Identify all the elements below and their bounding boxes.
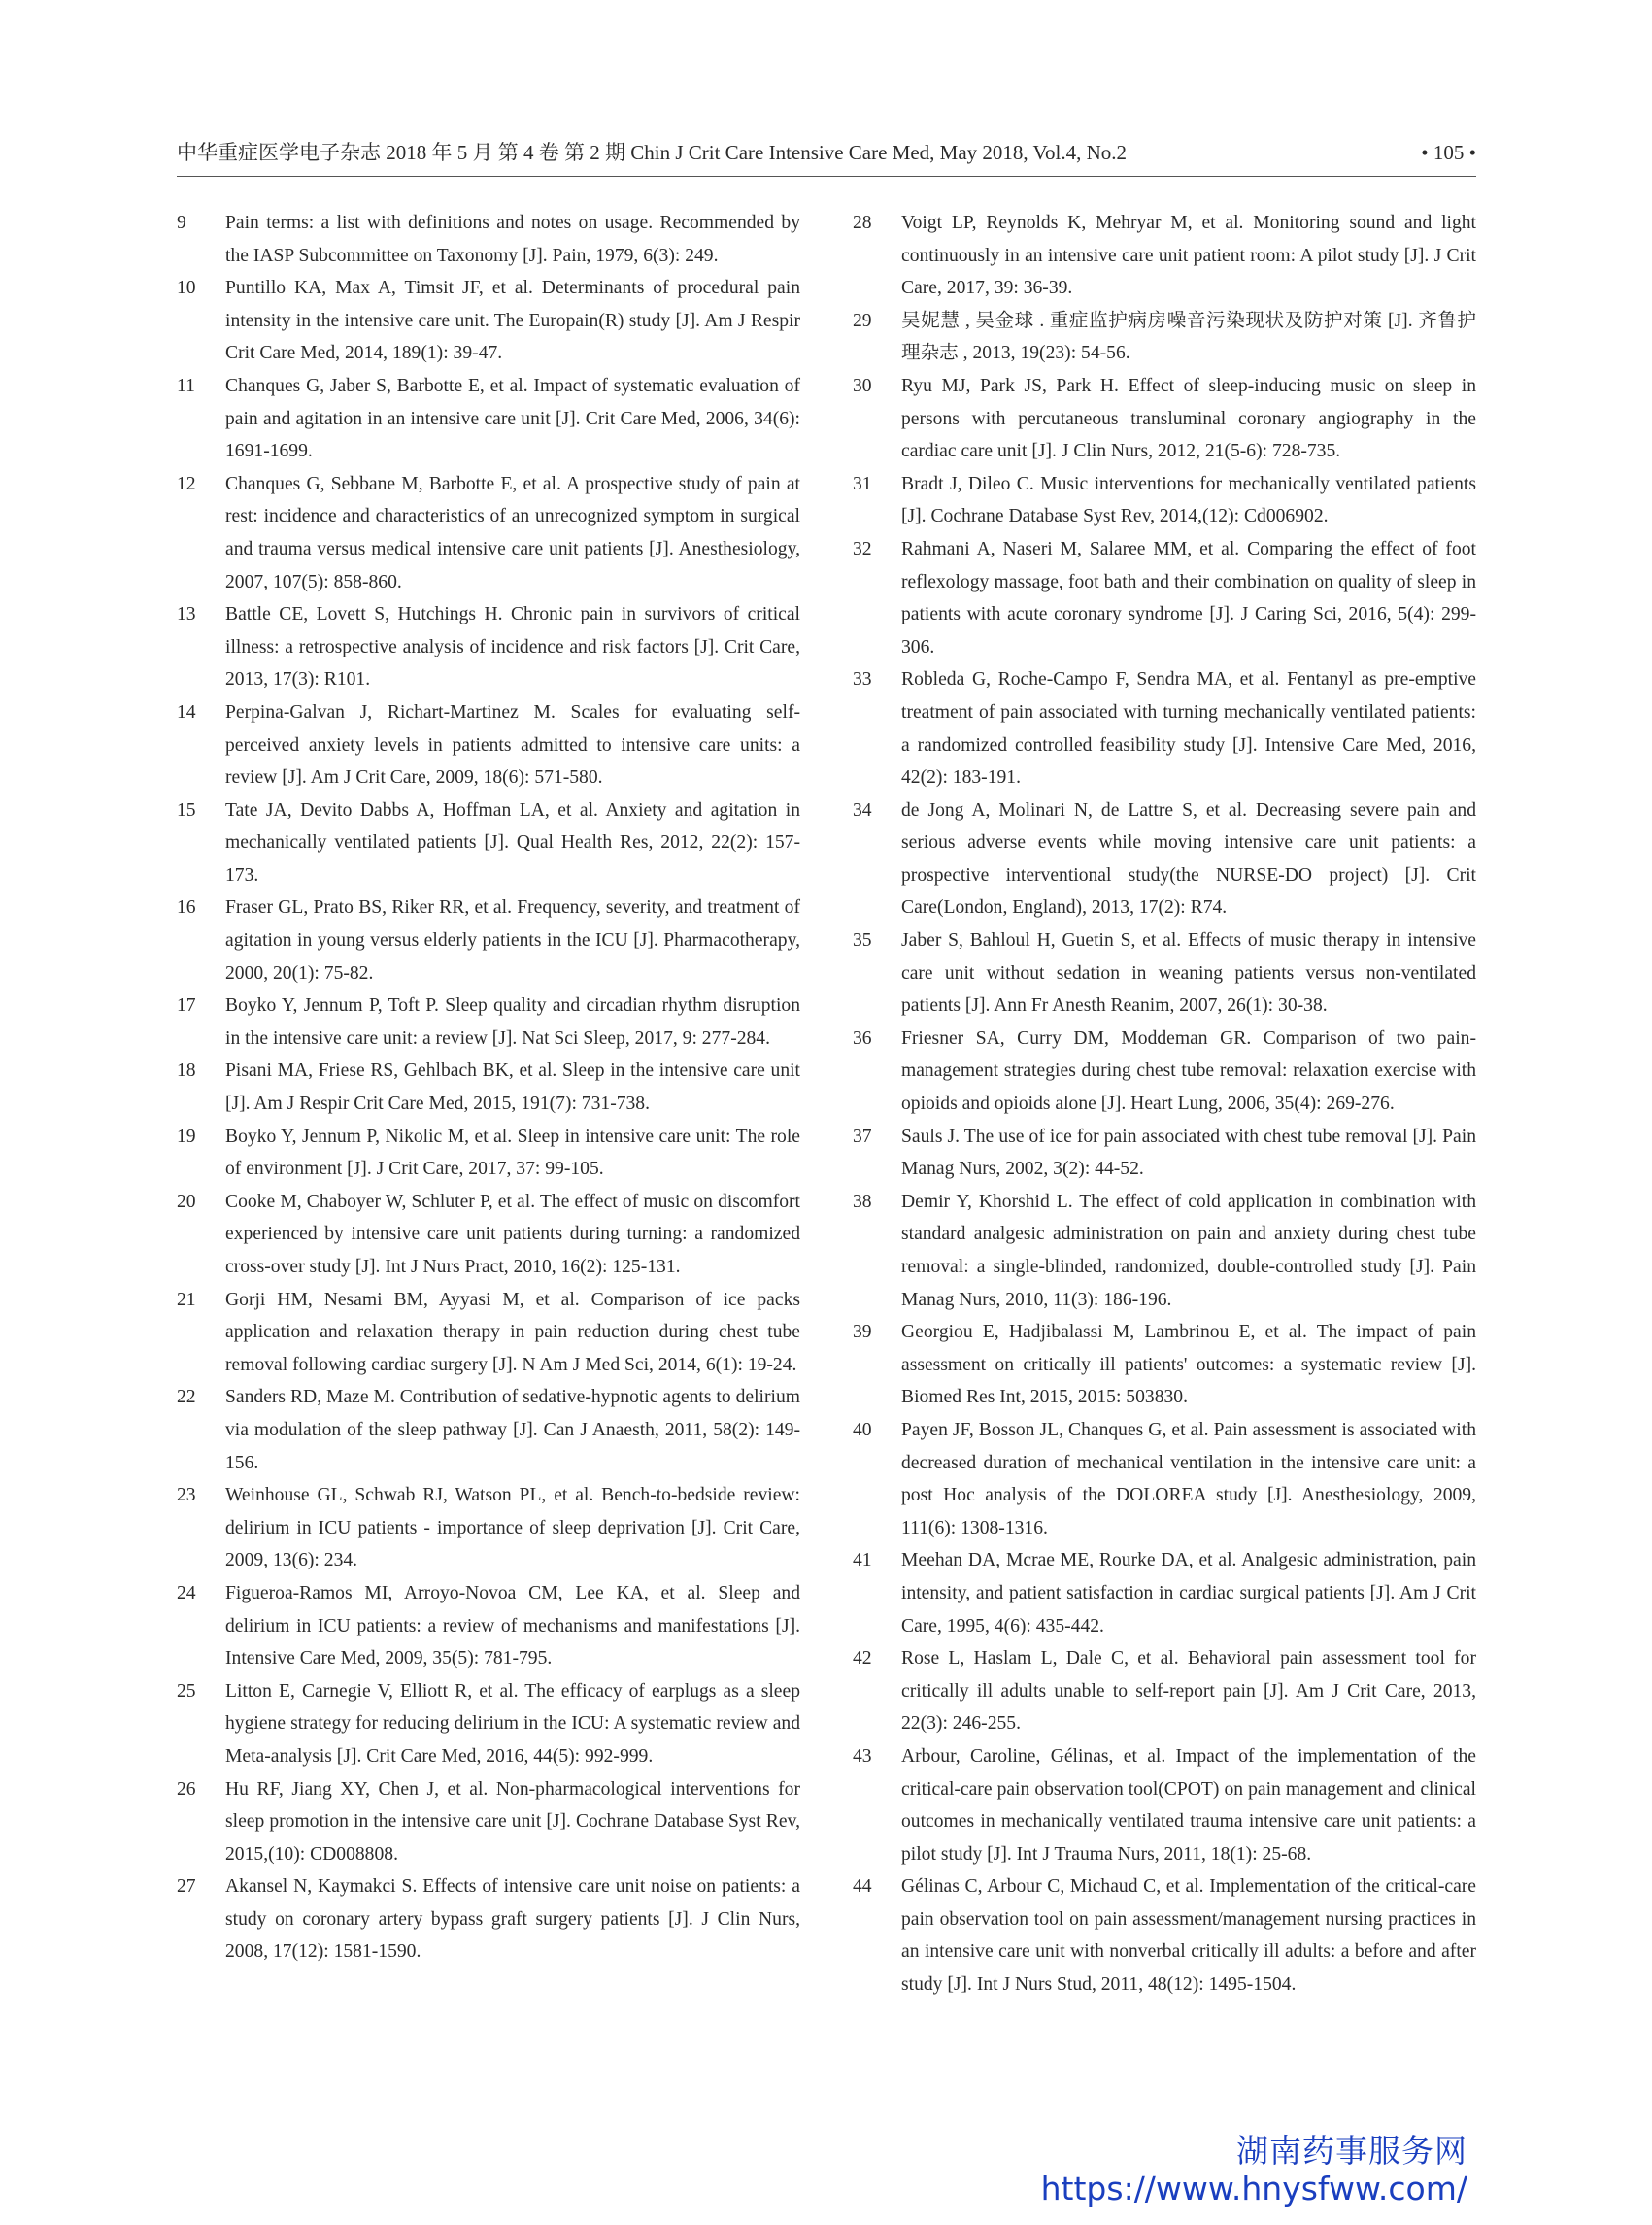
- reference-item: [177, 892, 800, 990]
- reference-text: Meehan DA, Mcrae ME, Rourke DA, et al. Analgesic administration, pain intensity, and patient satisfaction in cardiac surgical patients [J]. Am J Crit Care, 1995, 4(6): 435-442.: [901, 1550, 1476, 1636]
- reference-number: 18: [177, 1061, 196, 1082]
- reference-item: [853, 1740, 1476, 1871]
- reference-item: [853, 1186, 1476, 1316]
- reference-item: [853, 533, 1476, 663]
- reference-text: Payen JF, Bosson JL, Chanques G, et al. Pain assessment is associated with decreased duration of mechanical ventilation in the intensive care unit: a post Hoc analysis of the DOLOREA study [J]. Anesthesiology, 2009, 111(6): 1308-1316.: [901, 1419, 1476, 1538]
- reference-number: 43: [853, 1745, 872, 1767]
- reference-text: Boyko Y, Jennum P, Nikolic M, et al. Sleep in intensive care unit: The role of environment [J]. J Crit Care, 2017, 37: 99-105.: [225, 1126, 800, 1180]
- journal-header-text: 中华重症医学电子杂志 2018 年 5 月 第 4 卷 第 2 期 Chin J Crit Care Intensive Care Med, May 2018, Vol.4, No.2: [177, 141, 1128, 164]
- reference-item: [177, 1381, 800, 1479]
- reference-item: [177, 207, 800, 272]
- reference-item: [177, 1055, 800, 1120]
- reference-text: Georgiou E, Hadjibalassi M, Lambrinou E, et al. The impact of pain assessment on critically ill patients' outcomes: a systematic review [J]. Biomed Res Int, 2015, 2015: 503830.: [901, 1322, 1476, 1408]
- reference-text: Pain terms: a list with definitions and notes on usage. Recommended by the IASP Subcommittee on Taxonomy [J]. Pain, 1979, 6(3): 249.: [225, 213, 800, 266]
- reference-item: [177, 1871, 800, 1969]
- reference-number: 12: [177, 473, 196, 494]
- reference-item: [853, 1871, 1476, 2001]
- reference-item: [853, 1414, 1476, 1544]
- reference-number: 11: [177, 375, 195, 396]
- reference-number: 17: [177, 995, 196, 1017]
- reference-item: [177, 468, 800, 598]
- reference-number: 38: [853, 1191, 872, 1212]
- reference-number: 15: [177, 799, 196, 821]
- reference-item: [853, 1642, 1476, 1740]
- reference-item: [177, 696, 800, 794]
- reference-number: 26: [177, 1778, 196, 1800]
- reference-text: Arbour, Caroline, Gélinas, et al. Impact of the implementation of the critical-care pain observation tool(CPOT) on pain management and clinical outcomes in mechanically ventilated trauma intensive care unit patients: a pilot study [J]. Int J Trauma Nurs, 2011, 18(1): 25-68.: [901, 1745, 1476, 1865]
- reference-item: [177, 1284, 800, 1382]
- references-column-left: [177, 207, 800, 1969]
- reference-text: Tate JA, Devito Dabbs A, Hoffman LA, et al. Anxiety and agitation in mechanically ventilated patients [J]. Qual Health Res, 2012, 22(2): 157-173.: [225, 799, 800, 886]
- page-number: • 105 •: [1421, 141, 1476, 164]
- reference-number: 24: [177, 1582, 196, 1603]
- reference-number: 20: [177, 1191, 196, 1212]
- reference-item: [853, 794, 1476, 925]
- reference-number: 22: [177, 1387, 196, 1408]
- reference-text: Pisani MA, Friese RS, Gehlbach BK, et al. Sleep in the intensive care unit [J]. Am J Respir Crit Care Med, 2015, 191(7): 731-738.: [225, 1061, 800, 1115]
- reference-number: 35: [853, 930, 872, 952]
- reference-text: Cooke M, Chaboyer W, Schluter P, et al. The effect of music on discomfort experienced by intensive care unit patients during turning: a randomized cross-over study [J]. Int J Nurs Pract, 2010, 16(2): 125-131.: [225, 1191, 800, 1277]
- reference-text: Perpina-Galvan J, Richart-Martinez M. Scales for evaluating self-perceived anxiety levels in patients admitted to intensive care units: a review [J]. Am J Crit Care, 2009, 18(6): 571-580.: [225, 701, 800, 789]
- reference-item: [177, 1675, 800, 1773]
- reference-item: [853, 663, 1476, 793]
- reference-text: Rose L, Haslam L, Dale C, et al. Behavioral pain assessment tool for critically ill adults unable to self-report pain [J]. Am J Crit Care, 2013, 22(3): 246-255.: [901, 1648, 1476, 1735]
- reference-text: Chanques G, Sebbane M, Barbotte E, et al. A prospective study of pain at rest: incidence and characteristics of an unrecognized symptom in surgical and trauma versus medical intensive care unit patients [J]. Anesthesiology, 2007, 107(5): 858-860.: [225, 473, 800, 592]
- reference-text: Voigt LP, Reynolds K, Mehryar M, et al. Monitoring sound and light continuously in an intensive care unit patient room: A pilot study [J]. J Crit Care, 2017, 39: 36-39.: [901, 213, 1476, 299]
- reference-item: [853, 1316, 1476, 1414]
- reference-number: 9: [177, 213, 186, 233]
- reference-text: Figueroa-Ramos MI, Arroyo-Novoa CM, Lee KA, et al. Sleep and delirium in ICU patients: a review of mechanisms and manifestations [J]. Intensive Care Med, 2009, 35(5): 781-795.: [225, 1582, 800, 1669]
- reference-number: 37: [853, 1126, 872, 1147]
- reference-item: [177, 272, 800, 370]
- reference-number: 34: [853, 799, 872, 821]
- reference-number: 39: [853, 1322, 872, 1343]
- reference-number: 42: [853, 1648, 872, 1669]
- references-column-right: [853, 207, 1476, 2002]
- reference-number: 25: [177, 1680, 196, 1702]
- watermark-site-name: 湖南药事服务网: [1236, 2132, 1467, 2170]
- reference-item: [853, 1121, 1476, 1186]
- reference-text: 吴妮慧 , 吴金球 . 重症监护病房噪音污染现状及防护对策 [J]. 齐鲁护理杂志 , 2013, 19(23): 54-56.: [901, 310, 1476, 364]
- reference-number: 30: [853, 375, 872, 396]
- reference-item: [853, 370, 1476, 468]
- reference-number: 19: [177, 1126, 196, 1147]
- reference-text: Rahmani A, Naseri M, Salaree MM, et al. Comparing the effect of foot reflexology massage, foot bath and their combination on quality of sleep in patients with acute coronary syndrome [J]. J Caring Sci, 2016, 5(4): 299-306.: [901, 538, 1476, 657]
- reference-item: [177, 794, 800, 893]
- reference-item: [177, 1479, 800, 1577]
- header-divider: [177, 176, 1476, 177]
- reference-number: 36: [853, 1028, 872, 1049]
- reference-text: Boyko Y, Jennum P, Toft P. Sleep quality and circadian rhythm disruption in the intensive care unit: a review [J]. Nat Sci Sleep, 2017, 9: 277-284.: [225, 995, 800, 1049]
- reference-text: Sauls J. The use of ice for pain associated with chest tube removal [J]. Pain Manag Nurs, 2002, 3(2): 44-52.: [901, 1126, 1476, 1180]
- reference-item: [853, 305, 1476, 370]
- reference-number: 32: [853, 538, 872, 559]
- reference-item: [177, 370, 800, 468]
- reference-text: Robleda G, Roche-Campo F, Sendra MA, et al. Fentanyl as pre-emptive treatment of pain associated with turning mechanically ventilated patients: a randomized controlled feasibility study [J]. Intensive Care Med, 2016, 42(2): 183-191.: [901, 669, 1476, 789]
- reference-item: [853, 925, 1476, 1023]
- reference-number: 41: [853, 1550, 872, 1571]
- reference-text: Jaber S, Bahloul H, Guetin S, et al. Effects of music therapy in intensive care unit without sedation in weaning patients versus non-ventilated patients [J]. Ann Fr Anesth Reanim, 2007, 26(1): 30-38.: [901, 930, 1476, 1017]
- reference-number: 31: [853, 473, 872, 494]
- reference-number: 16: [177, 897, 196, 919]
- reference-number: 13: [177, 604, 196, 625]
- reference-text: Puntillo KA, Max A, Timsit JF, et al. Determinants of procedural pain intensity in the intensive care unit. The Europain(R) study [J]. Am J Respir Crit Care Med, 2014, 189(1): 39-47.: [225, 278, 800, 364]
- reference-text: Gorji HM, Nesami BM, Ayyasi M, et al. Comparison of ice packs application and relaxation therapy in pain reduction during chest tube removal following cardiac surgery [J]. N Am J Med Sci, 2014, 6(1): 19-24.: [225, 1289, 800, 1375]
- reference-text: de Jong A, Molinari N, de Lattre S, et al. Decreasing severe pain and serious adverse events while moving intensive care unit patients: a prospective interventional study(the NURSE-DO project) [J]. Crit Care(London, England), 2013, 17(2): R74.: [901, 799, 1476, 919]
- reference-text: Battle CE, Lovett S, Hutchings H. Chronic pain in survivors of critical illness: a retrospective analysis of incidence and risk factors [J]. Crit Care, 2013, 17(3): R101.: [225, 604, 800, 691]
- reference-item: [177, 1121, 800, 1186]
- reference-number: 21: [177, 1289, 196, 1310]
- reference-text: Weinhouse GL, Schwab RJ, Watson PL, et al. Bench-to-bedside review: delirium in ICU patients - importance of sleep deprivation [J]. Crit Care, 2009, 13(6): 234.: [225, 1485, 800, 1571]
- reference-number: 27: [177, 1876, 196, 1898]
- running-header: [177, 138, 1476, 167]
- reference-number: 33: [853, 669, 872, 691]
- reference-number: 10: [177, 278, 196, 299]
- reference-text: Chanques G, Jaber S, Barbotte E, et al. Impact of systematic evaluation of pain and agitation in an intensive care unit [J]. Crit Care Med, 2006, 34(6): 1691-1699.: [225, 375, 800, 462]
- reference-number: 29: [853, 310, 872, 331]
- reference-number: 40: [853, 1419, 872, 1440]
- reference-text: Akansel N, Kaymakci S. Effects of intensive care unit noise on patients: a study on coronary artery bypass graft surgery patients [J]. J Clin Nurs, 2008, 17(12): 1581-1590.: [225, 1876, 800, 1963]
- reference-text: Gélinas C, Arbour C, Michaud C, et al. Implementation of the critical-care pain observation tool on pain assessment/management nursing practices in an intensive care unit with nonverbal critically ill adults: a before and after study [J]. Int J Nurs Stud, 2011, 48(12): 1495-1504.: [901, 1876, 1476, 1996]
- reference-item: [853, 1023, 1476, 1121]
- reference-text: Friesner SA, Curry DM, Moddeman GR. Comparison of two pain-management strategies during chest tube removal: relaxation exercise with opioids and opioids alone [J]. Heart Lung, 2006, 35(4): 269-276.: [901, 1028, 1476, 1115]
- reference-number: 14: [177, 701, 196, 723]
- reference-item: [177, 990, 800, 1055]
- reference-item: [177, 598, 800, 696]
- reference-item: [853, 1544, 1476, 1642]
- reference-text: Demir Y, Khorshid L. The effect of cold application in combination with standard analgesic administration on pain and anxiety during chest tube removal: a single-blinded, randomized, double-controlled study [J]. Pain Manag Nurs, 2010, 11(3): 186-196.: [901, 1191, 1476, 1310]
- reference-number: 44: [853, 1876, 872, 1898]
- reference-text: Fraser GL, Prato BS, Riker RR, et al. Frequency, severity, and treatment of agitation in young versus elderly patients in the ICU [J]. Pharmacotherapy, 2000, 20(1): 75-82.: [225, 897, 800, 984]
- watermark-url[interactable]: https://www.hnysfww.com/: [1040, 2170, 1467, 2208]
- reference-text: Hu RF, Jiang XY, Chen J, et al. Non-pharmacological interventions for sleep promotion in the intensive care unit [J]. Cochrane Database Syst Rev, 2015,(10): CD008808.: [225, 1778, 800, 1865]
- reference-item: [177, 1186, 800, 1284]
- reference-number: 28: [853, 213, 872, 233]
- reference-text: Litton E, Carnegie V, Elliott R, et al. The efficacy of earplugs as a sleep hygiene strategy for reducing delirium in the ICU: A systematic review and Meta-analysis [J]. Crit Care Med, 2016, 44(5): 992-999.: [225, 1680, 800, 1767]
- reference-text: Ryu MJ, Park JS, Park H. Effect of sleep-inducing music on sleep in persons with percutaneous transluminal coronary angiography in the cardiac care unit [J]. J Clin Nurs, 2012, 21(5-6): 728-735.: [901, 375, 1476, 462]
- reference-item: [177, 1577, 800, 1675]
- reference-item: [853, 468, 1476, 533]
- reference-number: 23: [177, 1485, 196, 1506]
- watermark: [1041, 2132, 1467, 2208]
- reference-item: [853, 207, 1476, 305]
- reference-text: Sanders RD, Maze M. Contribution of sedative-hypnotic agents to delirium via modulation of the sleep pathway [J]. Can J Anaesth, 2011, 58(2): 149-156.: [225, 1387, 800, 1473]
- reference-item: [177, 1773, 800, 1871]
- reference-text: Bradt J, Dileo C. Music interventions for mechanically ventilated patients [J]. Cochrane Database Syst Rev, 2014,(12): Cd006902.: [901, 473, 1476, 527]
